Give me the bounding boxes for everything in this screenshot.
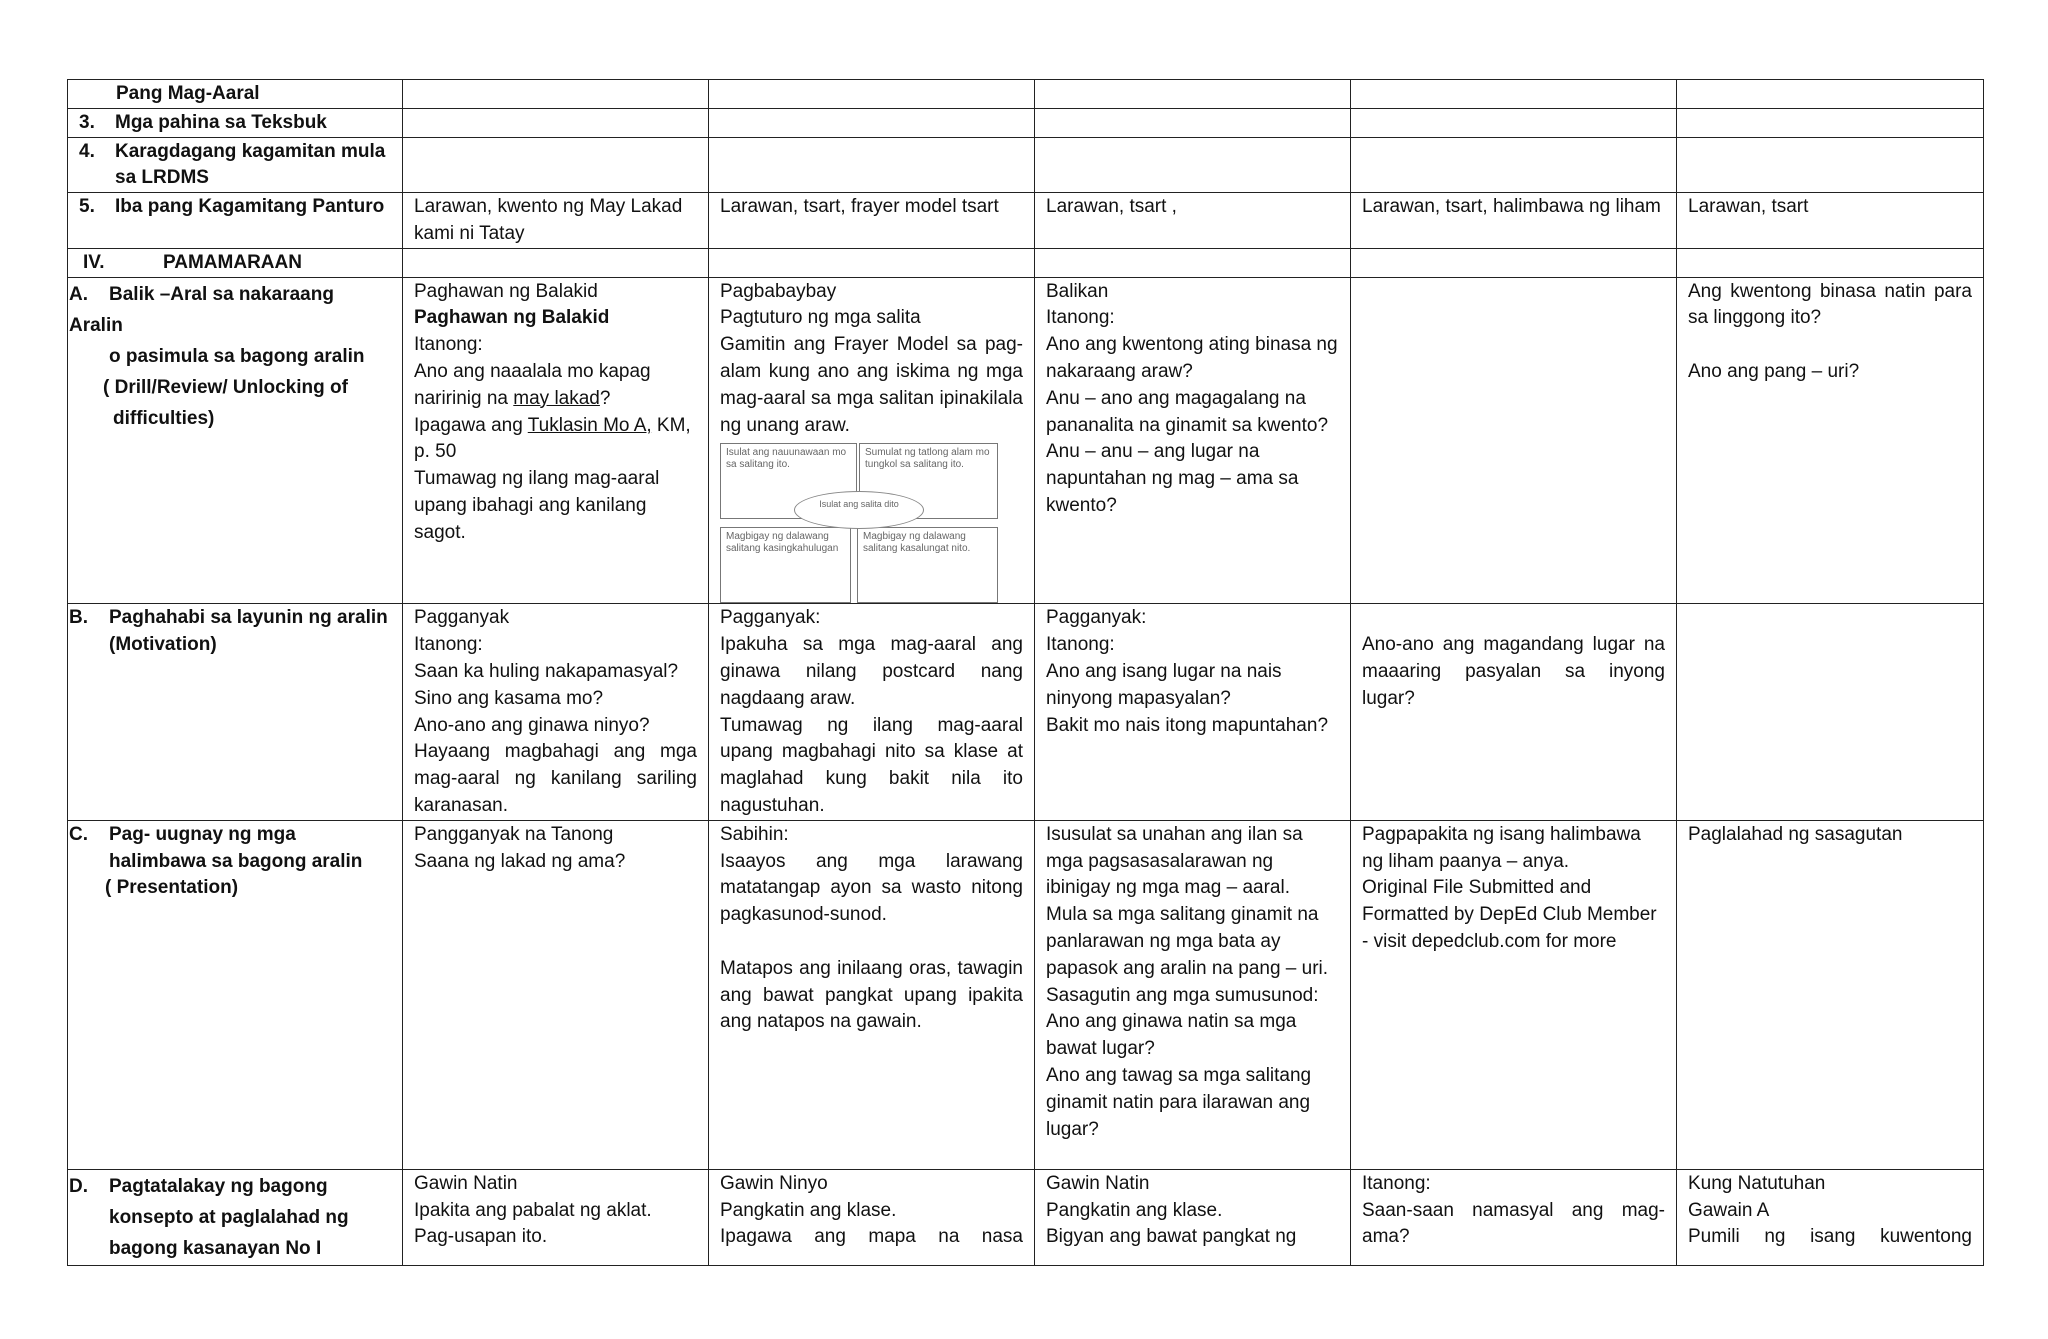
table-cell [709,80,1035,109]
table-row [68,137,1984,193]
table-row-d [68,1169,1984,1265]
table-cell: Kung Natutuhan Gawain A Pumili ng isang kuwentong [1677,1169,1984,1265]
table-cell: Sabihin: Isaayos ang mga larawang matatangap ayon sa wasto nitong pagkasunod-sunod. Matapos ang inilaang oras, tawagin ang bawat pangkat upang ipakita ang natapos na gawain. [709,820,1035,1169]
row-number: 4. [79,140,95,162]
table-row [68,80,1984,109]
table-cell [709,248,1035,277]
table-cell [1035,137,1351,193]
table-cell: Larawan, tsart, halimbawa ng liham [1351,193,1677,249]
table-cell: Larawan, tsart , [1035,193,1351,249]
table-cell [709,108,1035,137]
watermark-note: Original File Submitted and Formatted by DepEd Club Member - visit depedclub.com for more [1362,877,1657,952]
table-cell: Balikan Itanong: Ano ang kwentong ating binasa ng nakaraang araw? Anu – ano ang magagalang na pananalita na ginamit sa kwento? Anu – anu – ang lugar na napuntahan ng mag – ama sa kwento? [1035,277,1351,604]
table-row [68,108,1984,137]
table-cell [403,137,709,193]
table-cell [1035,108,1351,137]
table-cell [1351,277,1677,604]
row-label: D. Pagtatalakay ng bagong konsepto at paglalahad ng bagong kasanayan No I [68,1169,403,1265]
table-cell: Gawin Ninyo Pangkatin ang klase. Ipagawa ang mapa na nasa [709,1169,1035,1265]
table-cell: Pagganyak: Ipakuha sa mga mag-aaral ang ginawa nilang postcard nang nagdaang araw. Tumawag ng ilang mag-aaral upang magbahagi nito sa klase at maglahad kung bakit nila ito nagustuhan. [709,604,1035,820]
table-cell [1677,604,1984,820]
row-label: C. Pag- uugnay ng mga halimbawa sa bagong aralin ( Presentation) [68,820,403,1169]
table-row [68,193,1984,249]
table-cell [1677,108,1984,137]
table-cell [1351,108,1677,137]
frayer-model-diagram [720,443,998,603]
table-cell [1351,80,1677,109]
section-heading: IV. PAMAMARAAN [68,248,403,277]
table-row-b [68,604,1984,820]
row-label: Pang Mag-Aaral [68,80,403,109]
table-cell [403,108,709,137]
row-number: 3. [79,111,95,133]
row-number: 5. [79,196,95,218]
table-cell [1351,248,1677,277]
table-row-c [68,820,1984,1169]
table-cell [1351,137,1677,193]
frayer-top-left: Isulat ang nauunawaan mo sa salitang ito. [720,443,857,519]
table-cell [1677,248,1984,277]
table-row-a [68,277,1984,604]
frayer-bottom-right: Magbigay ng dalawang salitang kasalungat nito. [857,527,998,603]
table-cell: Pangganyak na Tanong Saana ng lakad ng ama? [403,820,709,1169]
row-label: A. Balik –Aral sa nakaraang Aralin o pasimula sa bagong aralin ( Drill/Review/ Unlocking of difficulties) [68,277,403,604]
table-cell: Larawan, tsart, frayer model tsart [709,193,1035,249]
table-cell: Paglalahad ng sasagutan [1677,820,1984,1169]
table-cell: Isusulat sa unahan ang ilan sa mga pagsasasalarawan ng ibinigay ng mga mag – aaral. Mula sa mga salitang ginamit na panlarawan ng mga bata ay papasok ang aralin na pang – uri. Sasagutin ang mga sumusunod: Ano ang ginawa natin sa mga bawat lugar? Ano ang tawag sa mga salitang ginamit natin para ilarawan ang lugar? [1035,820,1351,1169]
table-cell: Pagbabaybay Pagtuturo ng mga salita Gamitin ang Frayer Model sa pag-alam kung ano ang iskima ng mga mag-aaral sa mga salitan ipinakilala ng unang araw. Isulat ang nauunawaan mo sa salitang ito. Sumulat ng tatlong alam mo tungkol sa salitang ito. Magbigay ng dalawang salitang kasingkahulugan Magbigay ng dalawang salitang kasalungat nito. Isulat ang salita dito [709,277,1035,604]
row-label: 3. Mga pahina sa Teksbuk [68,108,403,137]
row-label: 5. Iba pang Kagamitang Panturo [68,193,403,249]
table-cell [1035,80,1351,109]
lesson-plan-table [67,79,1984,1266]
table-cell [1677,137,1984,193]
table-cell: Ang kwentong binasa natin para sa linggong ito? Ano ang pang – uri? [1677,277,1984,604]
table-cell: Larawan, tsart [1677,193,1984,249]
table-cell [1677,80,1984,109]
frayer-bottom-left: Magbigay ng dalawang salitang kasingkahulugan [720,527,851,603]
table-cell: Pagpapakita ng isang halimbawa ng liham paanya – anya. Original File Submitted and Formatted by DepEd Club Member - visit depedclub.com for more [1351,820,1677,1169]
table-cell: Pagganyak: Itanong: Ano ang isang lugar na nais ninyong mapasyalan? Bakit mo nais itong mapuntahan? [1035,604,1351,820]
table-cell: Pagganyak Itanong: Saan ka huling nakapamasyal? Sino ang kasama mo? Ano-ano ang ginawa ninyo? Hayaang magbahagi ang mga mag-aaral ng kanilang sariling karanasan. [403,604,709,820]
section-row [68,248,1984,277]
frayer-top-right: Sumulat ng tatlong alam mo tungkol sa salitang ito. [859,443,998,519]
table-cell: Larawan, kwento ng May Lakad kami ni Tatay [403,193,709,249]
table-cell [709,137,1035,193]
table-cell [403,80,709,109]
table-cell: Paghawan ng Balakid Paghawan ng Balakid Itanong: Ano ang naaalala mo kapag naririnig na may lakad? Ipagawa ang Tuklasin Mo A, KM, p. 50 Tumawag ng ilang mag-aaral upang ibahagi ang kanilang sagot. [403,277,709,604]
table-cell: Ano-ano ang magandang lugar na maaaring pasyalan sa inyong lugar? [1351,604,1677,820]
table-cell: Gawin Natin Pangkatin ang klase. Bigyan ang bawat pangkat ng [1035,1169,1351,1265]
table-cell: Gawin Natin Ipakita ang pabalat ng aklat. Pag-usapan ito. [403,1169,709,1265]
table-cell: Itanong: Saan-saan namasyal ang mag-ama? [1351,1169,1677,1265]
table-cell [1035,248,1351,277]
row-label: B. Paghahabi sa layunin ng aralin (Motivation) [68,604,403,820]
row-label: 4. Karagdagang kagamitan mula sa LRDMS [68,137,403,193]
table-cell [403,248,709,277]
frayer-center-oval: Isulat ang salita dito [794,491,924,529]
